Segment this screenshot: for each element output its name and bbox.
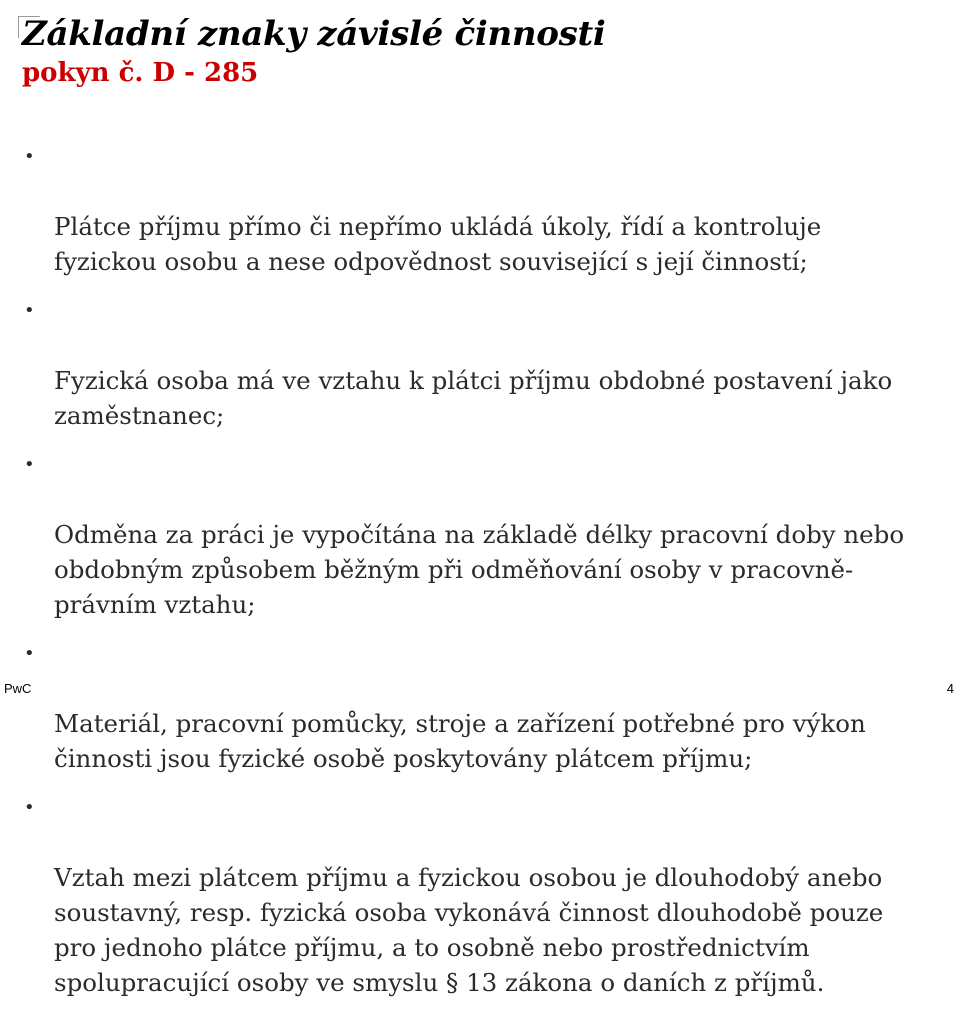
bullet-item: [20, 139, 940, 279]
bullet-text: Vztah mezi plátcem příjmu a fyzickou osobou je dlouhodobý anebo soustavný, resp. fyzická osoba vykonává činnost dlouhodobě pouze pro jednoho plátce příjmu, a to osobně nebo prostřednictvím spolupracující osoby ve smyslu § 13 zákona o daních z příjmů.: [54, 863, 884, 997]
footer-brand: PwC: [4, 681, 32, 696]
bullet-item: [20, 636, 940, 776]
bullet-item: [20, 447, 940, 622]
bullet-text: Fyzická osoba má ve vztahu k plátci příjmu obdobné postavení jako zaměstnanec;: [54, 366, 893, 430]
bullet-item: [20, 790, 940, 1000]
bullet-text: Odměna za práci je vypočítána na základě délky pracovní doby nebo obdobným způsobem běžným při odměňování osoby v pracovně- právním vztahu;: [54, 520, 905, 619]
bullet-list: [20, 139, 940, 1014]
corner-rule-vertical: [18, 16, 19, 38]
page-number: 4: [946, 681, 954, 696]
bullet-text: Plátce příjmu přímo či nepřímo ukládá úkoly, řídí a kontroluje fyzickou osobu a nese odpovědnost související s její činností;: [54, 212, 822, 276]
slide-subtitle: pokyn č. D - 285: [22, 58, 259, 88]
bullet-icon: •: [24, 643, 35, 664]
bullet-text: Materiál, pracovní pomůcky, stroje a zařízení potřebné pro výkon činnosti jsou fyzické osobě poskytovány plátcem příjmu;: [54, 709, 866, 773]
bullet-icon: •: [24, 146, 35, 167]
bullet-icon: •: [24, 454, 35, 475]
bullet-item: [20, 293, 940, 433]
slide-title: Základní znaky závislé činnosti: [22, 14, 606, 54]
bullet-icon: •: [24, 797, 35, 818]
bullet-icon: •: [24, 300, 35, 321]
